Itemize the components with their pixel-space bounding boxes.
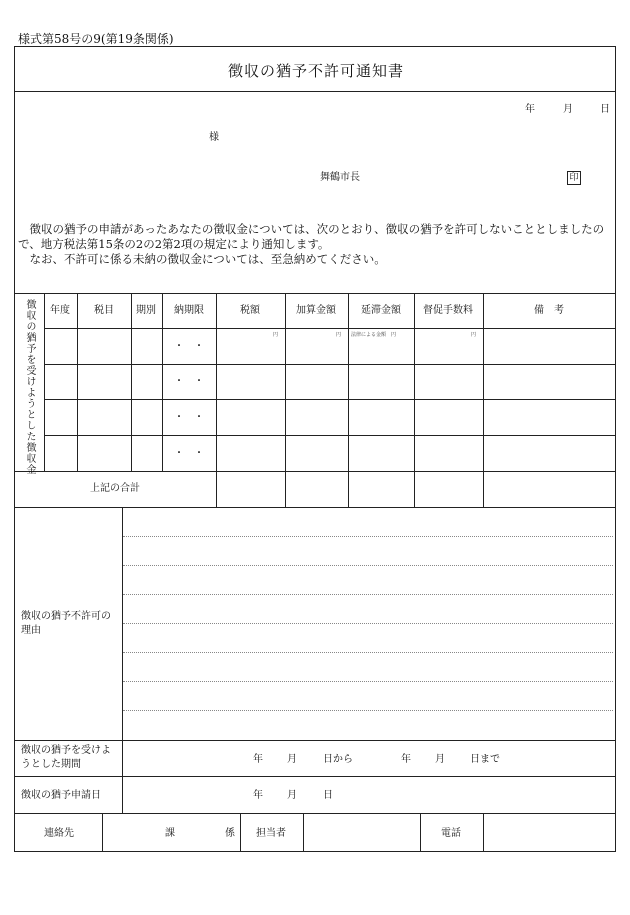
reason-ruled-line <box>123 681 613 682</box>
period-to-month: 月 <box>435 754 445 765</box>
contact-subsection: 係 <box>225 828 235 839</box>
table-bottom-border <box>15 507 615 508</box>
reason-ruled-line <box>123 710 613 711</box>
header-period: 期別 <box>136 305 156 316</box>
reason-ruled-line <box>123 623 613 624</box>
table-col-line <box>348 293 349 507</box>
table-col-line <box>414 293 415 507</box>
delinquency-note: 法律による金額 円 <box>351 332 397 338</box>
contact-col-line <box>420 813 421 852</box>
table-rows-bottom <box>15 471 615 472</box>
date-day: 日 <box>600 104 610 115</box>
table-col-line <box>216 293 217 507</box>
period-to-day: 日まで <box>470 754 500 765</box>
notice-body-note: なお、不許可に係る未納の徴収金については、至急納めてください。 <box>18 252 386 266</box>
reason-ruled-line <box>123 652 613 653</box>
contact-col-line <box>303 813 304 852</box>
reason-bottom-border <box>15 740 615 741</box>
application-date-year: 年 <box>253 790 263 801</box>
application-date-label: 徴収の猶予申請日 <box>21 790 101 801</box>
notice-body-main: 徴収の猶予の申請があったあなたの徴収金については、次のとおり、徴収の猶予を許可しないこととしましたので、地方税法第15条の2の2第2項の規定により通知します。 <box>18 222 605 251</box>
table-top-border <box>15 293 615 294</box>
header-reminder-fee: 督促手数料 <box>423 305 473 316</box>
label-column-line <box>122 507 123 813</box>
unit-yen-fee: 円 <box>471 332 477 338</box>
contact-col-line <box>483 813 484 852</box>
period-label: 徴収の猶予を受けようとした期間 <box>21 745 111 770</box>
period-to-year: 年 <box>401 754 411 765</box>
reason-ruled-line <box>123 565 613 566</box>
reason-ruled-line <box>123 536 613 537</box>
notice-form <box>14 46 616 852</box>
header-additional-amount: 加算金額 <box>296 305 336 316</box>
issuer-name: 舞鶴市長 <box>320 172 360 183</box>
table-col-line <box>162 293 163 471</box>
contact-section: 課 <box>165 828 175 839</box>
contact-col-line <box>240 813 241 852</box>
contact-phone-label: 電話 <box>441 828 461 839</box>
due-date-placeholder: ・ ・ <box>174 448 204 459</box>
reason-ruled-line <box>123 594 613 595</box>
form-number-caption: 様式第58号の9(第19条関係) <box>18 32 174 46</box>
table-col-line <box>131 293 132 471</box>
table-col-line <box>44 293 45 471</box>
date-year: 年 <box>525 104 535 115</box>
total-label: 上記の合計 <box>90 483 140 494</box>
seal-mark: 印 <box>567 171 581 185</box>
table-col-line <box>77 293 78 471</box>
due-date-placeholder: ・ ・ <box>174 341 204 352</box>
contact-col-line <box>102 813 103 852</box>
addressee-suffix: 様 <box>209 132 219 143</box>
period-from-day: 日から <box>323 754 353 765</box>
form-title: 徴収の猶予不許可通知書 <box>227 62 405 80</box>
target-collection-label: 徴収の猶予を受けようとした徴収金 <box>24 299 35 475</box>
contact-person-label: 担当者 <box>256 828 286 839</box>
header-remarks: 備 考 <box>534 305 564 316</box>
table-col-line <box>285 293 286 507</box>
header-delinquency-amount: 延滞金額 <box>361 305 401 316</box>
unit-yen-additional: 円 <box>336 332 342 338</box>
table-col-line <box>483 293 484 507</box>
reason-label: 徴収の猶予不許可の理由 <box>21 611 111 636</box>
header-tax-amount: 税額 <box>240 305 260 316</box>
unit-yen-tax: 円 <box>273 332 279 338</box>
title-divider <box>15 91 615 92</box>
table-row-border <box>44 364 615 365</box>
application-date-day: 日 <box>323 790 333 801</box>
header-tax-item: 税目 <box>94 305 114 316</box>
application-date-month: 月 <box>287 790 297 801</box>
table-row-border <box>44 435 615 436</box>
contact-label: 連絡先 <box>44 828 74 839</box>
header-due-date: 納期限 <box>174 305 204 316</box>
period-bottom-border <box>15 776 615 777</box>
period-from-month: 月 <box>287 754 297 765</box>
table-row-border <box>44 399 615 400</box>
header-fiscal-year: 年度 <box>50 305 70 316</box>
application-date-bottom-border <box>15 813 615 814</box>
table-header-border <box>44 328 615 329</box>
period-from-year: 年 <box>253 754 263 765</box>
due-date-placeholder: ・ ・ <box>174 376 204 387</box>
due-date-placeholder: ・ ・ <box>174 412 204 423</box>
date-month: 月 <box>563 104 573 115</box>
